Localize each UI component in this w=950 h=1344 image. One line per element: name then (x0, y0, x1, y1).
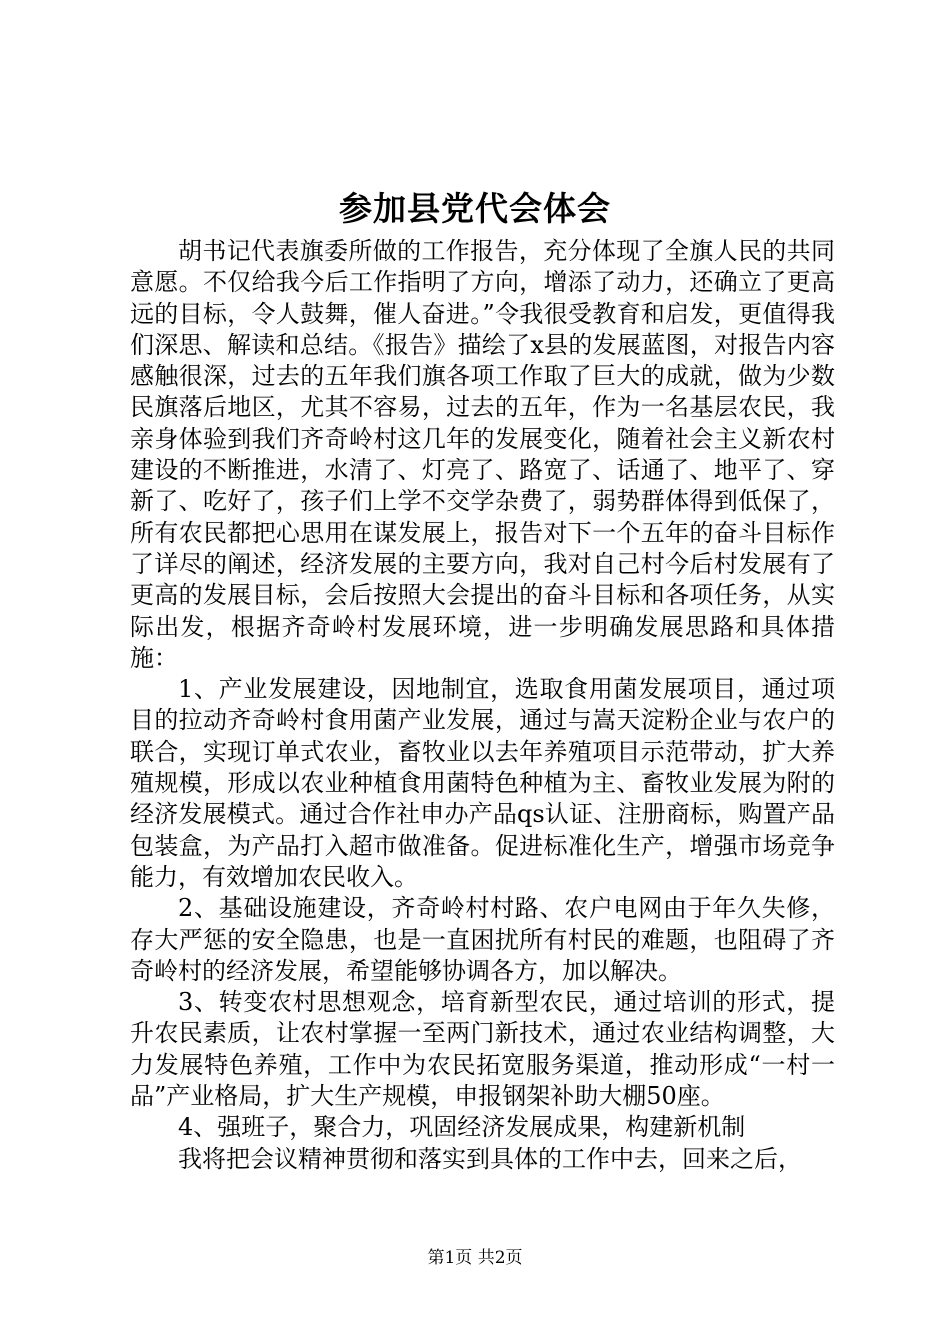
body-paragraph: 3、转变农村思想观念，培育新型农民，通过培训的形式，提升农民素质，让农村掌握一至两门新技术，通过农业结构调整，大力发展特色养殖，工作中为农民拓宽服务渠道，推动形成“一村一品”产业格局，扩大生产规模，申报钢架补助大棚50座。 (130, 988, 835, 1111)
page-footer: 第1页 共2页 (427, 1248, 523, 1268)
document-title: 参加县党代会体会 (339, 189, 611, 228)
document-body (130, 236, 835, 1175)
body-paragraph: 我将把会议精神贯彻和落实到具体的工作中去，回来之后， (178, 1144, 802, 1173)
body-paragraph: 1、产业发展建设，因地制宜，选取食用菌发展项目，通过项目的拉动齐奇岭村食用菌产业发展，通过与嵩天淀粉企业与农户的联合，实现订单式农业，畜牧业以去年养殖项目示范带动，扩大养殖规模，形成以农业种植食用菌特色种植为主、畜牧业发展为附的经济发展模式。通过合作社申办产品qs认证、注册商标，购置产品包装盒，为产品打入超市做准备。促进标准化生产，增强市场竞争能力，有效增加农民收入。 (130, 675, 835, 891)
body-paragraph: 2、基础设施建设，齐奇岭村村路、农户电网由于年久失修，存大严惩的安全隐患，也是一直困扰所有村民的难题，也阻碍了齐奇岭村的经济发展，希望能够协调各方，加以解决。 (130, 894, 835, 985)
body-paragraph: 4、强班子，聚合力，巩固经济发展成果，构建新机制 (178, 1113, 746, 1142)
body-paragraph: 胡书记代表旗委所做的工作报告，充分体现了全旗人民的共同意愿。不仅给我今后工作指明了方向，增添了动力，还确立了更高远的目标，令人鼓舞，催人奋进。”令我很受教育和启发，更值得我们深思、解读和总结。《报告》描绘了x县的发展蓝图，对报告内容感触很深，过去的五年我们旗各项工作取了巨大的成就，做为少数民旗落后地区，尤其不容易，过去的五年，作为一名基层农民，我亲身体验到我们齐奇岭村这几年的发展变化，随着社会主义新农村建设的不断推进，水清了、灯亮了、路宽了、话通了、地平了、穿新了、吃好了，孩子们上学不交学杂费了，弱势群体得到低保了，所有农民都把心思用在谋发展上，报告对下一个五年的奋斗目标作了详尽的阐述，经济发展的主要方向，我对自己村今后村发展有了更高的发展目标，会后按照大会提出的奋斗目标和各项任务，从实际出发，根据齐奇岭村发展环境，进一步明确发展思路和具体措施： (130, 237, 835, 672)
